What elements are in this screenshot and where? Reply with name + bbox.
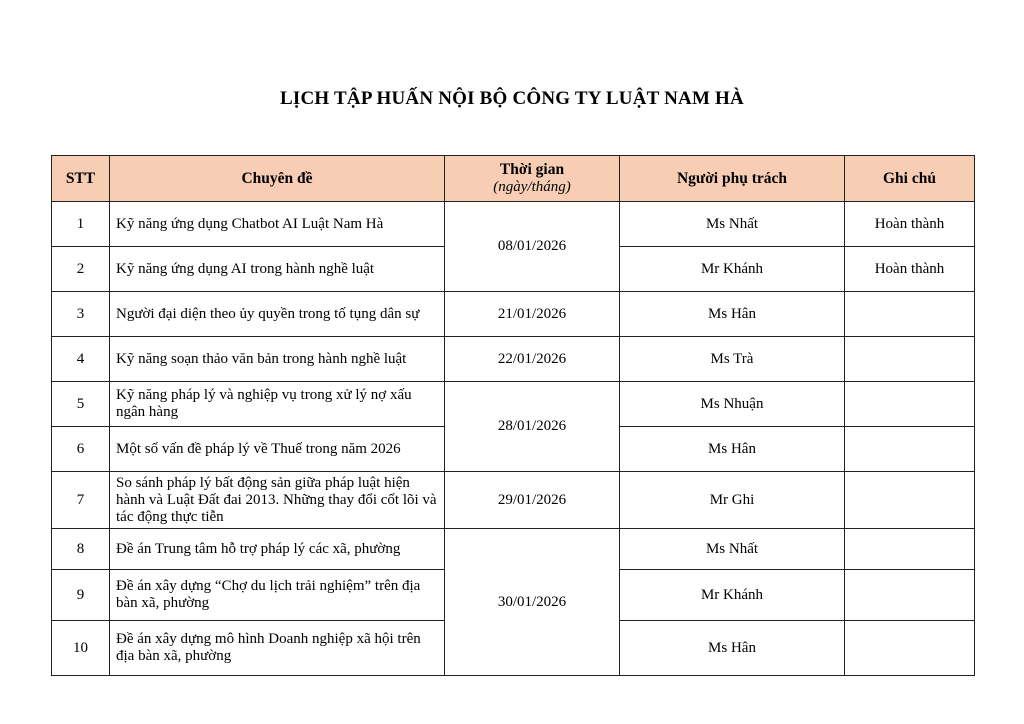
- table-row: [52, 529, 975, 570]
- table-row: [52, 472, 975, 529]
- row-topic: So sánh pháp lý bất động sản giữa pháp luật hiện hành và Luật Đất đai 2013. Những thay đổi cốt lõi và tác động thực tiễn: [110, 472, 445, 529]
- table-row: [52, 337, 975, 382]
- header-time-label: Thời gian: [499, 161, 565, 178]
- row-topic: Kỹ năng soạn thảo văn bản trong hành nghề luật: [110, 337, 445, 382]
- row-person: Ms Hân: [620, 621, 845, 676]
- row-number: 5: [52, 382, 110, 427]
- row-person: Mr Ghi: [620, 472, 845, 529]
- row-note: [845, 292, 975, 337]
- row-person: Mr Khánh: [620, 247, 845, 292]
- table-row: [52, 292, 975, 337]
- row-number: 1: [52, 202, 110, 247]
- table-header-row: [52, 156, 975, 202]
- row-person: Ms Nhất: [620, 202, 845, 247]
- row-note: Hoàn thành: [845, 247, 975, 292]
- row-number: 8: [52, 529, 110, 570]
- row-topic: Một số vấn đề pháp lý về Thuế trong năm 2026: [110, 427, 445, 472]
- row-number: 3: [52, 292, 110, 337]
- schedule-table: [51, 155, 975, 676]
- row-number: 6: [52, 427, 110, 472]
- row-number: 7: [52, 472, 110, 529]
- row-topic: Đề án Trung tâm hỗ trợ pháp lý các xã, phường: [110, 529, 445, 570]
- row-number: 2: [52, 247, 110, 292]
- row-note: [845, 427, 975, 472]
- row-number: 9: [52, 570, 110, 621]
- header-time: [445, 156, 620, 202]
- header-topic: Chuyên đề: [110, 156, 445, 202]
- header-stt: STT: [52, 156, 110, 202]
- header-person: Người phụ trách: [620, 156, 845, 202]
- row-note: [845, 337, 975, 382]
- header-note: Ghi chú: [845, 156, 975, 202]
- row-person: Ms Hân: [620, 292, 845, 337]
- row-person: Ms Nhuận: [620, 382, 845, 427]
- row-date: 21/01/2026: [445, 292, 620, 337]
- table-row: [52, 382, 975, 427]
- row-person: Mr Khánh: [620, 570, 845, 621]
- row-topic: Đề án xây dựng “Chợ du lịch trải nghiệm” trên địa bàn xã, phường: [110, 570, 445, 621]
- row-person: Ms Nhất: [620, 529, 845, 570]
- row-date: 28/01/2026: [445, 382, 620, 472]
- row-note: [845, 382, 975, 427]
- row-date: 30/01/2026: [445, 529, 620, 676]
- row-topic: Kỹ năng pháp lý và nghiệp vụ trong xử lý nợ xấu ngân hàng: [110, 382, 445, 427]
- row-topic: Đề án xây dựng mô hình Doanh nghiệp xã hội trên địa bàn xã, phường: [110, 621, 445, 676]
- header-time-sub: (ngày/tháng): [493, 179, 571, 195]
- row-note: [845, 570, 975, 621]
- row-note: [845, 472, 975, 529]
- row-person: Ms Trà: [620, 337, 845, 382]
- page-title: LỊCH TẬP HUẤN NỘI BỘ CÔNG TY LUẬT NAM HÀ: [280, 88, 744, 109]
- row-topic: Người đại diện theo ủy quyền trong tố tụng dân sự: [110, 292, 445, 337]
- row-person: Ms Hân: [620, 427, 845, 472]
- row-number: 10: [52, 621, 110, 676]
- row-number: 4: [52, 337, 110, 382]
- row-date: 08/01/2026: [445, 202, 620, 292]
- row-date: 29/01/2026: [445, 472, 620, 529]
- row-date: 22/01/2026: [445, 337, 620, 382]
- row-note: Hoàn thành: [845, 202, 975, 247]
- row-topic: Kỹ năng ứng dụng AI trong hành nghề luật: [110, 247, 445, 292]
- row-note: [845, 621, 975, 676]
- table-row: [52, 202, 975, 247]
- row-topic: Kỹ năng ứng dụng Chatbot AI Luật Nam Hà: [110, 202, 445, 247]
- row-note: [845, 529, 975, 570]
